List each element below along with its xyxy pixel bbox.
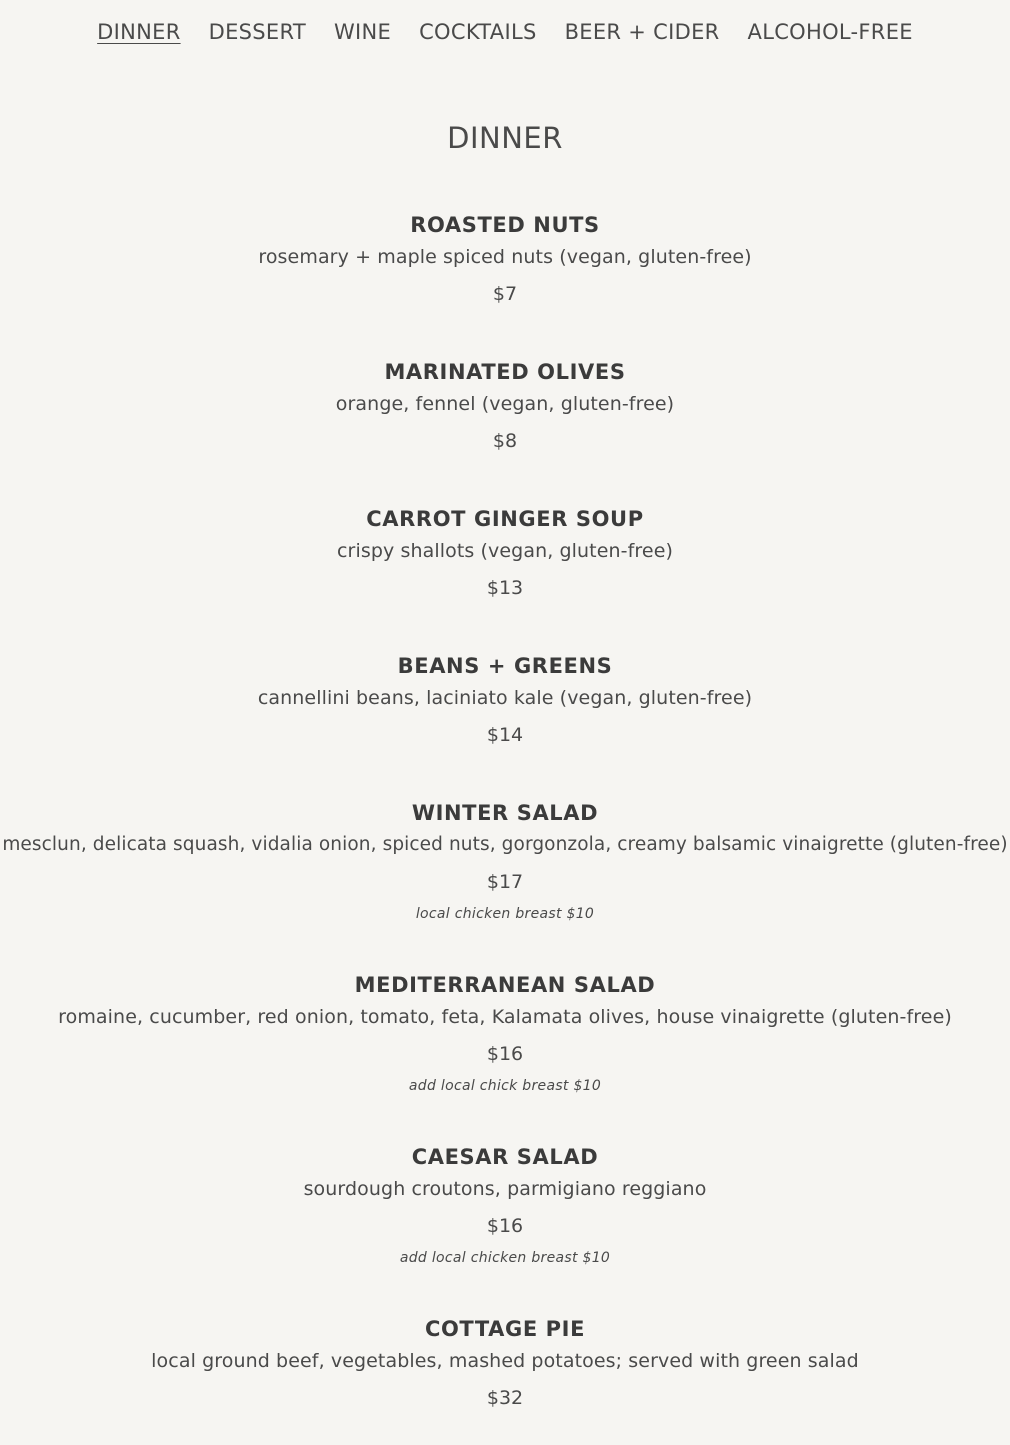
menu-item-addon: add local chicken breast $10 (399, 1250, 611, 1266)
menu-item-description: rosemary + maple spiced nuts (vegan, gluten-free) (258, 246, 752, 268)
menu-item-name: MARINATED OLIVES (384, 360, 626, 384)
menu-item-mediterranean-salad (0, 971, 1010, 1096)
menu-item-price: $16 (486, 1043, 524, 1065)
menu-item-description: crispy shallots (vegan, gluten-free) (337, 540, 673, 562)
menu-item-description: romaine, cucumber, red onion, tomato, feta, Kalamata olives, house vinaigrette (gluten-free) (58, 1006, 952, 1028)
menu-item-name: ROASTED NUTS (410, 213, 600, 237)
nav-tab-alcohol-free[interactable]: ALCOHOL-FREE (747, 20, 913, 44)
menu-item-cottage-pie (0, 1315, 1010, 1411)
menu-item-price: $13 (486, 577, 524, 599)
menu-item-name: BEANS + GREENS (397, 654, 613, 678)
menu-category-nav (0, 0, 1010, 44)
menu-item-description: sourdough croutons, parmigiano reggiano (303, 1178, 707, 1200)
menu-item-addon: add local chick breast $10 (408, 1078, 602, 1094)
menu-item-price: $32 (486, 1387, 524, 1409)
menu-item-description: cannellini beans, laciniato kale (vegan, gluten-free) (257, 687, 753, 709)
nav-tab-dinner[interactable]: DINNER (97, 20, 181, 44)
menu-item-carrot-ginger-soup (0, 505, 1010, 601)
menu-item-description: mesclun, delicata squash, vidalia onion, spiced nuts, gorgonzola, creamy balsamic vinaigrette (gluten-free) (2, 834, 1008, 855)
menu-item-addon: local chicken breast $10 (415, 906, 595, 922)
menu-item-name: COTTAGE PIE (424, 1317, 586, 1341)
menu-item-marinated-olives (0, 358, 1010, 454)
menu-item-name: CARROT GINGER SOUP (366, 507, 644, 531)
nav-tab-beer-cider[interactable]: BEER + CIDER (564, 20, 720, 44)
menu-item-caesar-salad (0, 1143, 1010, 1268)
menu-item-spacer (0, 1268, 1010, 1315)
menu-item-spacer (0, 748, 1010, 799)
menu-item-spacer (0, 1096, 1010, 1143)
menu-item-description: orange, fennel (vegan, gluten-free) (335, 393, 675, 415)
nav-tab-wine[interactable]: WINE (333, 20, 392, 44)
menu-item-spacer (0, 307, 1010, 358)
menu-item-beans-greens (0, 652, 1010, 748)
menu-item-name: CAESAR SALAD (411, 1145, 599, 1169)
section-title: DINNER (447, 121, 563, 155)
menu-item-price: $16 (486, 1215, 524, 1237)
menu-item-spacer (0, 924, 1010, 971)
menu-item-name: WINTER SALAD (411, 801, 599, 825)
menu-item-price: $7 (492, 283, 518, 305)
menu-list (0, 211, 1010, 1411)
menu-item-winter-salad (0, 799, 1010, 924)
menu-item-price: $8 (492, 430, 518, 452)
menu-item-spacer (0, 454, 1010, 505)
menu-item-price: $17 (486, 871, 524, 893)
menu-item-price: $14 (486, 724, 524, 746)
menu-item-roasted-nuts (0, 211, 1010, 307)
nav-tab-dessert[interactable]: DESSERT (208, 20, 306, 44)
menu-item-name: MEDITERRANEAN SALAD (354, 973, 656, 997)
menu-item-description: local ground beef, vegetables, mashed potatoes; served with green salad (151, 1350, 859, 1372)
nav-tab-cocktails[interactable]: COCKTAILS (419, 20, 537, 44)
menu-item-spacer (0, 601, 1010, 652)
